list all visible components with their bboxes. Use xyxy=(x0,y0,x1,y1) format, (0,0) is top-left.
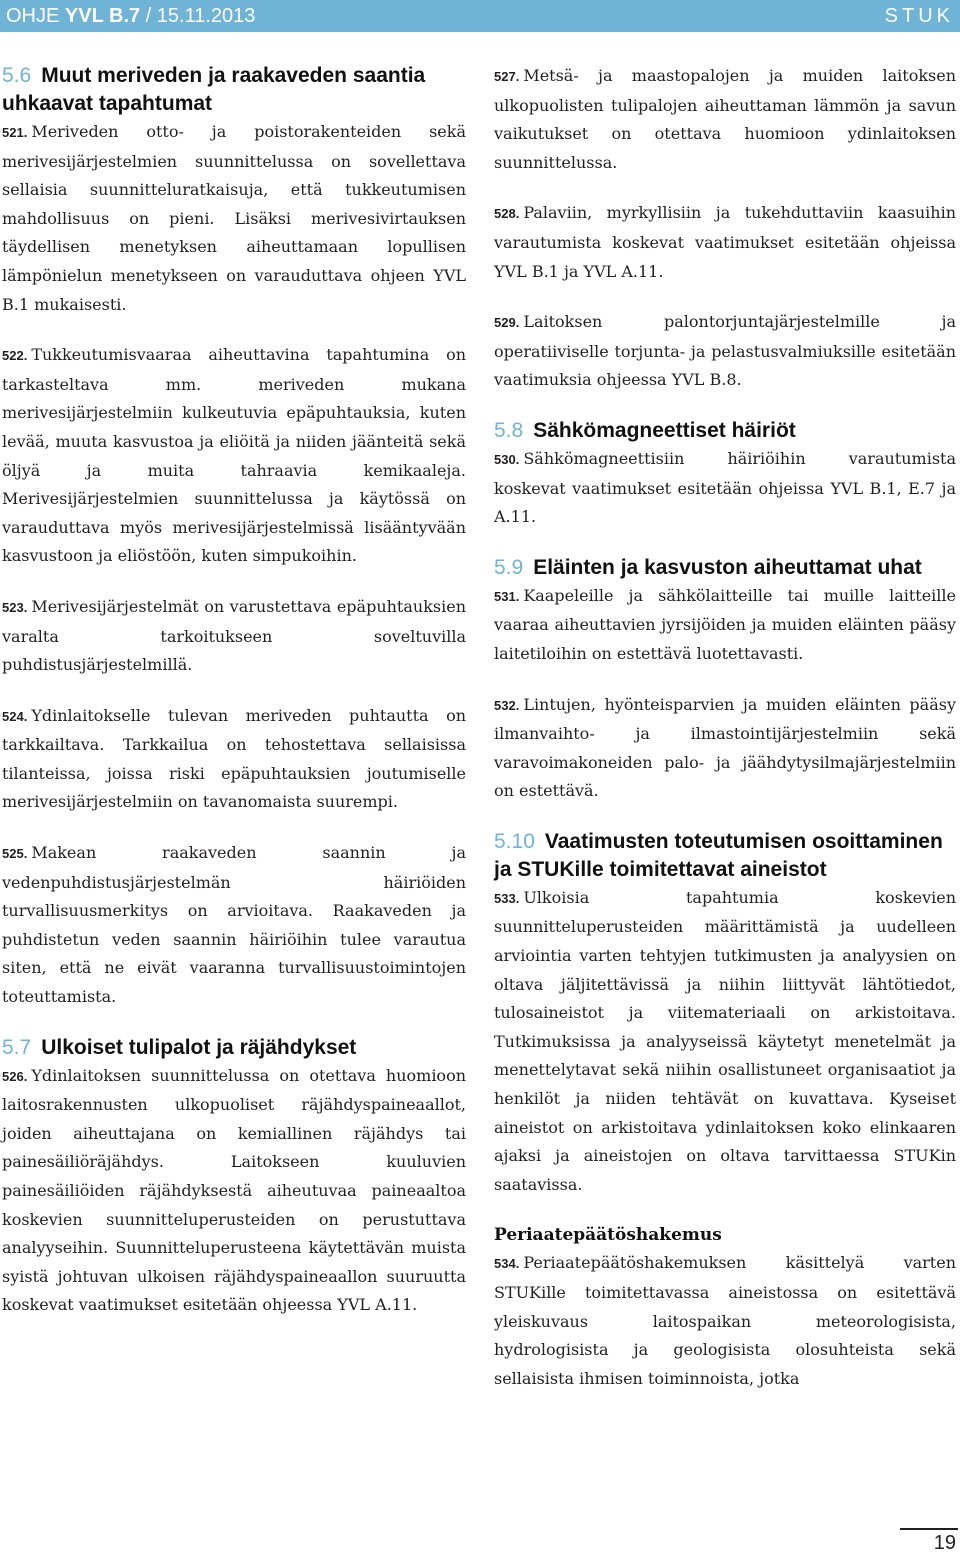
section-number: 5.10 xyxy=(494,829,535,853)
paragraph-text: Sähkömagneettisiin häiriöihin varautumista koskevat vaatimukset esitetään ohjeissa YVL B.1, E.7 ja A.11. xyxy=(494,448,956,527)
paragraph xyxy=(2,118,466,319)
spacer xyxy=(494,806,956,828)
paragraph xyxy=(2,593,466,680)
paragraph-number: 524. xyxy=(2,708,28,724)
paragraph xyxy=(494,884,956,1200)
section-number: 5.9 xyxy=(494,555,524,579)
paragraph-text: Ydinlaitokselle tulevan meriveden puhtautta on tarkkailtava. Tarkkailua on tehostettava sellaisissa tilanteissa, joissa riski epäpuhtauksien joutumiselle merivesijärjestelmiin on tavanomaista suurempi. xyxy=(2,705,466,812)
paragraph-number: 521. xyxy=(2,125,28,140)
section-title: Sähkömagneettiset häiriöt xyxy=(533,418,796,442)
paragraph xyxy=(2,341,466,571)
paragraph xyxy=(2,702,466,817)
section-title: Eläinten ja kasvuston aiheuttamat uhat xyxy=(533,555,922,579)
paragraph-text: Meriveden otto- ja poistorakenteiden sekä merivesijärjestelmien suunnittelussa on sovellettava sellaisia suunnitteluratkaisuja, että tukkeutumisen mahdollisuus on pieni. Lisäksi merivesivirtauksen täydellisen menetyksen aiheuttamaan lopullisen lämpönielun menetykseen on varauduttava ohjeen YVL B.1 mukaisesti. xyxy=(2,122,466,314)
spacer xyxy=(2,571,466,593)
section-heading xyxy=(494,828,956,884)
paragraph xyxy=(494,308,956,395)
section-heading xyxy=(2,62,466,118)
spacer xyxy=(494,177,956,199)
paragraph-text: Ydinlaitoksen suunnittelussa on otettava huomioon laitosrakennusten ulkopuoliset räjähdyspaineaallot, joiden aiheuttajana on kemiallinen räjähdys tai painesäiliöräjähdys. Laitokseen kuuluvien painesäiliöiden räjähdyksestä aiheutuvaa paineaaltoa koskevien suunnitteluperusteiden on perustuttava analyyseihin. Suunnitteluperusteena käytettävän muista syistä johtuvan ulkoisen räjähdyspaineaallon suuruutta koskevat vaatimukset esitetään ohjeessa YVL A.11. xyxy=(2,1065,466,1315)
left-column xyxy=(2,62,466,1320)
paragraph-text: Makean raakaveden saannin ja vedenpuhdistusjärjestelmän häiriöiden turvallisuusmerkitys on arvioitava. Raakaveden ja puhdistetun veden saannin häiriöihin tulee varautua siten, että ne eivät vaaranna turvallisuustoimintojen toteuttamista. xyxy=(2,843,466,1007)
paragraph xyxy=(494,62,956,177)
spacer xyxy=(494,1199,956,1221)
paragraph-text: Palaviin, myrkyllisiin ja tukehduttaviin kaasuihin varautumista koskevat vaatimukset esitetään ohjeissa YVL B.1 ja YVL A.11. xyxy=(494,203,956,281)
paragraph xyxy=(2,839,466,1012)
section-heading xyxy=(2,1034,466,1062)
paragraph xyxy=(494,691,956,806)
right-column xyxy=(494,62,956,1393)
section-number: 5.6 xyxy=(2,64,32,87)
guide-id: YVL B.7 xyxy=(64,5,141,27)
paragraph-number: 530. xyxy=(494,451,520,467)
section-heading xyxy=(494,417,956,445)
paragraph-text: Kaapeleille ja sähkölaitteille tai muille laitteille vaaraa aiheuttavien jyrsijöiden ja muiden eläinten pääsy laitetiloihin on estettävä luotettavasti. xyxy=(494,585,956,663)
page-number: 19 xyxy=(933,1532,956,1554)
document-reference xyxy=(6,4,255,28)
guide-date: / 15.11.2013 xyxy=(140,5,256,27)
section-title: Ulkoiset tulipalot ja räjähdykset xyxy=(41,1035,357,1059)
spacer xyxy=(494,532,956,554)
paragraph-number: 534. xyxy=(494,1256,520,1272)
section-number: 5.7 xyxy=(2,1035,32,1059)
paragraph-number: 527. xyxy=(494,69,520,84)
section-title: Muut meriveden ja raakaveden saantia uhkaavat tapahtumat xyxy=(2,64,426,115)
paragraph-text: Metsä- ja maastopalojen ja muiden laitoksen ulkopuolisten tulipalojen aiheuttaman lämmön ja savun vaikutukset on otettava huomioon ydinlaitoksen suunnittelussa. xyxy=(494,66,956,172)
paragraph-text: Ulkoisia tapahtumia koskevien suunnitteluperusteiden määrittämistä ja uudelleen arviointia varten tehtyjen tutkimusten ja analyysien on oltava jäljitettävissä ja niihin liittyvät lähtötiedot, tulosaineistot ja viitemateriaali on arkistoitava. Tutkimuksissa ja analyyseissä käytetyt menetelmät ja menettelytavat sekä niihin osallistuneet organisaatiot ja henkilöt ja niiden tehtävät on kuvattava. Kyseiset aineistot on arkistoitava ydinlaitoksen koko elinkaaren ajaksi ja aineistojen on oltava tarvittaessa STUKin saatavissa. xyxy=(494,887,956,1194)
spacer xyxy=(2,817,466,839)
paragraph-text: Merivesijärjestelmät on varustettava epäpuhtauksien varalta tarkoitukseen soveltuvilla puhdistusjärjestelmillä. xyxy=(2,596,466,675)
paragraph xyxy=(494,582,956,669)
paragraph-number: 531. xyxy=(494,588,520,604)
paragraph-text: Lintujen, hyönteisparvien ja muiden eläinten pääsy ilmanvaihto- ja ilmastointijärjestelmiin sekä varavoimakoneiden palo- ja jäähdytysilmajärjestelmiin on estettävä. xyxy=(494,694,956,801)
paragraph xyxy=(494,199,956,286)
paragraph-number: 532. xyxy=(494,697,520,713)
section-number: 5.8 xyxy=(494,418,524,442)
paragraph-number: 526. xyxy=(2,1068,28,1084)
paragraph-text: Periaatepäätöshakemuksen käsittelyä varten STUKille toimitettavassa aineistossa on esitettävä yleiskuvaus laitospaikan meteorologisista, hydrologisista ja geologisista olosuhteista sekä sellaisista ihmisen toiminnoista, jotka xyxy=(494,1253,956,1388)
org-name: STUK xyxy=(884,5,954,27)
paragraph-number: 529. xyxy=(494,315,520,331)
spacer xyxy=(2,680,466,702)
spacer xyxy=(2,1012,466,1034)
section-heading xyxy=(494,554,956,582)
page-header xyxy=(0,0,960,32)
header-prefix: OHJE xyxy=(6,5,65,27)
paragraph xyxy=(494,1249,956,1393)
paragraph-number: 525. xyxy=(2,846,28,862)
paragraph-number: 522. xyxy=(2,348,28,364)
page-number-rule xyxy=(900,1528,958,1530)
spacer xyxy=(494,669,956,691)
paragraph xyxy=(494,445,956,532)
subheading: Periaatepäätöshakemus xyxy=(494,1225,722,1246)
spacer xyxy=(494,286,956,308)
paragraph-number: 533. xyxy=(494,890,520,906)
paragraph xyxy=(2,1062,466,1320)
paragraph-number: 523. xyxy=(2,599,28,615)
paragraph-text: Laitoksen palontorjuntajärjestelmille ja operatiiviselle torjunta- ja pelastusvalmiuksille esitetään vaatimuksia ohjeessa YVL B.8. xyxy=(494,312,956,390)
section-title: Vaatimusten toteutumisen osoittaminen ja STUKille toimitettavat aineistot xyxy=(494,829,943,881)
paragraph-number: 528. xyxy=(494,206,520,222)
paragraph-text: Tukkeutumisvaaraa aiheuttavina tapahtumina on tarkasteltava mm. meriveden mukana merivesijärjestelmiin kulkeutuvia epäpuhtauksia, kuten levää, muuta kasvustoa ja eliöitä ja niiden jäänteitä sekä öljyä ja muita tahraavia kemikaaleja. Merivesijärjestelmien suunnittelussa ja käytössä on varauduttava myös merivesijärjestelmissä lisääntyvään kasvustoon ja eliöstöön, kuten simpukoihin. xyxy=(2,345,466,566)
spacer xyxy=(2,319,466,341)
spacer xyxy=(494,395,956,417)
